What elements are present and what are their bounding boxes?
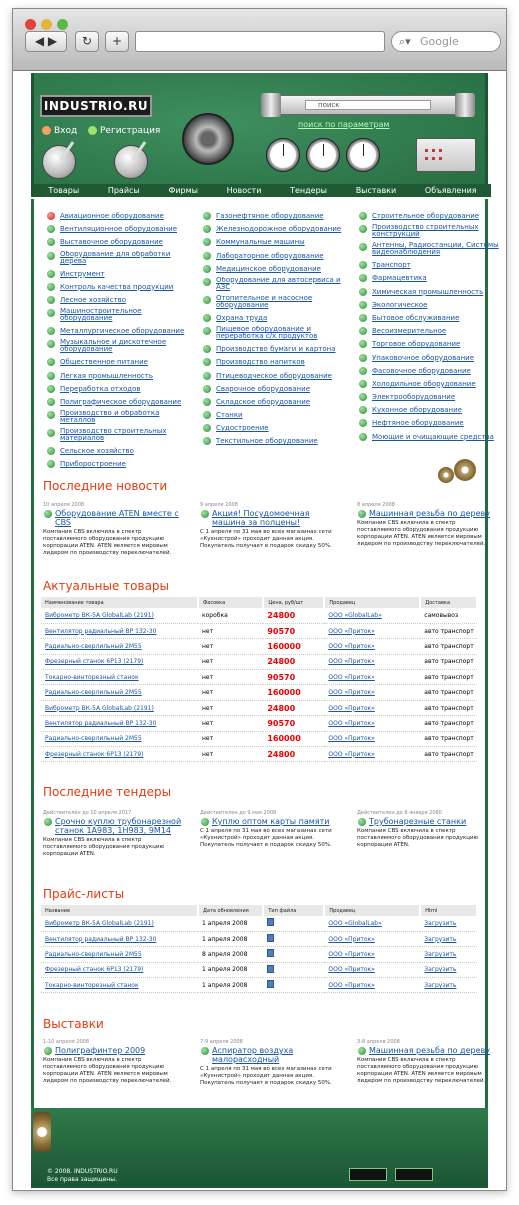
exhibitions-title-link[interactable]: Машинная резьба по дереву: [357, 1046, 497, 1055]
table-row: [41, 716, 477, 731]
delivery-cell: авто транспорт: [420, 670, 477, 685]
seller-link[interactable]: ООО «Приток»: [324, 947, 420, 962]
category-link[interactable]: Вентиляционное оборудование: [46, 224, 191, 237]
news-item: [43, 502, 183, 557]
exhibitions-title-link[interactable]: Полиграфинтер 2009: [43, 1046, 183, 1055]
exhibitions-date: 1-10 апреля 2008: [43, 1039, 90, 1045]
goods-name-link[interactable]: Токарно-винторезный станок: [41, 670, 198, 685]
exhibitions-text: С 1 апреля по 31 мая во всех магазинах сети «Кухнистрой» проходит данная акция. Покупатель получает в подарок скидку 50%.: [200, 1066, 332, 1086]
news-heading: Последние новости: [43, 479, 168, 493]
seller-link[interactable]: ООО «GlobalLab»: [324, 608, 420, 623]
delivery-cell: авто транспорт: [420, 700, 477, 715]
seller-link[interactable]: ООО «Приток»: [324, 716, 420, 731]
tenders-text: Компания CBS включила в спектр поставляемого оборудования продукцию корпорации ATEN.: [357, 828, 479, 848]
prices-column-header: Дата обновления: [198, 905, 263, 916]
goods-name-link[interactable]: Фрезерный станок 6Р13 (2179): [41, 747, 198, 762]
price-list-name-link[interactable]: Токарно-винторезный станок: [41, 978, 198, 993]
tenders-title-link[interactable]: Трубонарезные станки: [357, 817, 497, 826]
category-link[interactable]: Производство и обработка металлов: [46, 410, 191, 428]
news-date: 9 апреля 2008: [200, 502, 238, 508]
param-search-link[interactable]: поиск по параметрам: [298, 120, 390, 129]
prices-heading: Прайс-листы: [43, 887, 125, 901]
seller-link[interactable]: ООО «Приток»: [324, 639, 420, 654]
update-date-cell: 1 апреля 2008: [198, 916, 263, 931]
packaging-cell: нет: [198, 747, 263, 762]
table-row: [41, 685, 477, 700]
seller-link[interactable]: ООО «Приток»: [324, 747, 420, 762]
category-link[interactable]: Полиграфическое оборудование: [46, 397, 191, 410]
download-link[interactable]: Загрузить: [420, 947, 477, 962]
download-link[interactable]: Загрузить: [420, 916, 477, 931]
category-link[interactable]: Сварочное оборудование: [202, 384, 347, 397]
table-row: [41, 670, 477, 685]
tenders-title-link[interactable]: Куплю оптом карты памяти: [200, 817, 340, 826]
gauge-icon: [266, 138, 300, 172]
category-link[interactable]: Охрана труда: [202, 313, 347, 326]
goods-name-link[interactable]: Радиально-сверлильный 2М55: [41, 639, 198, 654]
category-link[interactable]: Лабораторное оборудование: [202, 251, 347, 264]
close-window-button[interactable]: [25, 19, 36, 30]
pipe-cap-icon: [261, 93, 281, 117]
tenders-date: Действителен до 9 мая 2008: [200, 810, 277, 816]
main-menu: [34, 184, 491, 197]
category-link[interactable]: Холодильное оборудование: [358, 379, 503, 392]
tenders-title-link[interactable]: Срочно куплю трубонарезной станок 1А983, 1Н983, 9М14: [43, 817, 183, 835]
seller-link[interactable]: ООО «Приток»: [324, 700, 420, 715]
gauge-icon: [346, 138, 380, 172]
site-search-input[interactable]: поиск: [305, 100, 431, 110]
file-icon[interactable]: [267, 949, 274, 957]
goods-column-header: Продавец: [324, 597, 420, 608]
delivery-cell: самовывоз: [420, 608, 477, 623]
goods-table: [41, 597, 478, 762]
goods-name-link[interactable]: Радиально-сверлильный 2М55: [41, 731, 198, 746]
table-row: [41, 700, 477, 715]
category-link[interactable]: Общественное питание: [46, 357, 191, 370]
category-link[interactable]: Моющие и очищающие средства: [358, 432, 503, 445]
menu-item-2[interactable]: Фирмы: [168, 186, 198, 195]
news-item: [357, 502, 497, 548]
category-link[interactable]: Машиностроительное оборудование: [46, 308, 191, 326]
category-link[interactable]: Газонефтяное оборудование: [202, 211, 347, 224]
category-link[interactable]: Антенны, Радиостанции, Системы видеонаблюдения: [358, 242, 503, 260]
table-row: [41, 747, 477, 762]
category-link[interactable]: Фасовочное оборудование: [358, 366, 503, 379]
search-icon: ⌕▾: [399, 35, 411, 48]
news-date: 10 апреля 2008: [43, 502, 85, 508]
category-link[interactable]: Химическая промышленность: [358, 287, 503, 300]
download-link[interactable]: Загрузить: [420, 962, 477, 977]
site-logo[interactable]: INDUSTRIO.RU: [40, 95, 152, 117]
prices-column-header: Продавец: [324, 905, 420, 916]
goods-column-header: Цена, руб/шт: [263, 597, 324, 608]
gear-icon: [438, 467, 454, 483]
category-link[interactable]: Экологическое: [358, 300, 503, 313]
category-link[interactable]: Строительное оборудование: [358, 211, 503, 224]
file-type-cell[interactable]: [263, 962, 324, 977]
category-link[interactable]: Станки: [202, 410, 347, 423]
login-label: Вход: [54, 126, 78, 136]
seller-link[interactable]: ООО «Приток»: [324, 978, 420, 993]
counter-badge[interactable]: [349, 1168, 387, 1181]
seller-link[interactable]: ООО «Приток»: [324, 931, 420, 946]
goods-column-header: Наименование товара: [41, 597, 198, 608]
goods-heading: Актуальные товары: [43, 579, 170, 593]
file-type-cell[interactable]: [263, 916, 324, 931]
news-text: Компания CBS включила в спектр поставляемого оборудования продукцию корпорации ATEN. ATEN является мировым лидером по производству переключателей.: [357, 520, 486, 547]
site-search: [268, 95, 468, 115]
goods-name-link[interactable]: Радиально-сверлильный 2М55: [41, 685, 198, 700]
category-link[interactable]: Производство напитков: [202, 357, 347, 370]
category-link[interactable]: Пищевое оборудование и переработка с/х продуктов: [202, 326, 347, 344]
prices-column-header: Название: [41, 905, 198, 916]
category-link[interactable]: Лесное хозяйство: [46, 295, 191, 308]
category-link[interactable]: Судостроение: [202, 423, 347, 436]
category-link[interactable]: Музыкальное и дискотечное оборудование: [46, 339, 191, 357]
file-type-cell[interactable]: [263, 931, 324, 946]
reload-button[interactable]: ↻: [75, 31, 99, 52]
news-title-link[interactable]: Машинная резьба по дереву: [357, 509, 497, 518]
packaging-cell: нет: [198, 654, 263, 669]
exhibitions-item: [200, 1039, 340, 1087]
file-icon[interactable]: [267, 965, 274, 973]
category-link[interactable]: Нефтяное оборудование: [358, 418, 503, 431]
price-cell: 160000: [263, 639, 324, 654]
gear-icon: [454, 459, 476, 481]
partner-badge[interactable]: [395, 1168, 433, 1181]
menu-item-4[interactable]: Тендеры: [290, 186, 327, 195]
prices-column-header: Html: [420, 905, 477, 916]
category-link[interactable]: Производство бумаги и картона: [202, 344, 347, 357]
category-link[interactable]: Оборудование для автосервиса и АЗС: [202, 277, 347, 295]
price-list-name-link[interactable]: Виброметр ВК-5А GlobalLab (2191): [41, 916, 198, 931]
file-icon[interactable]: [267, 934, 274, 942]
price-cell: 24800: [263, 654, 324, 669]
news-text: С 1 апреля по 31 мая во всех магазинах сети «Кухнистрой» проходит данная акция. Покупатель получает в подарок скидку 50%.: [200, 529, 332, 549]
news-title-link[interactable]: Оборудование ATEN вместе с CBS: [43, 509, 183, 527]
delivery-cell: авто транспорт: [420, 731, 477, 746]
prices-header-row: [41, 905, 477, 916]
menu-item-3[interactable]: Новости: [226, 186, 262, 195]
packaging-cell: нет: [198, 700, 263, 715]
exhibitions-text: Компания CBS включила в спектр поставляемого оборудования продукцию корпорации ATEN. ATEN является мировым лидером по производству переключателей.: [357, 1057, 486, 1084]
category-link[interactable]: Инструмент: [46, 269, 191, 282]
menu-item-5[interactable]: Выставки: [355, 186, 397, 195]
table-row: [41, 731, 477, 746]
packaging-cell: нет: [198, 716, 263, 731]
register-link[interactable]: [88, 126, 160, 136]
update-date-cell: 1 апреля 2008: [198, 978, 263, 993]
category-link[interactable]: Металлургическое оборудование: [46, 326, 191, 339]
price-cell: 24800: [263, 700, 324, 715]
category-link[interactable]: Коммунальные машины: [202, 237, 347, 250]
table-row: [41, 962, 477, 977]
category-link[interactable]: Оборудование для обработки дерева: [46, 251, 191, 269]
packaging-cell: коробка: [198, 608, 263, 623]
category-link[interactable]: Птицеводческое оборудование: [202, 371, 347, 384]
table-row: [41, 916, 477, 931]
news-item: [200, 502, 340, 550]
delivery-cell: авто транспорт: [420, 639, 477, 654]
seller-link[interactable]: ООО «Приток»: [324, 962, 420, 977]
toggle-switch-icon: [114, 145, 148, 179]
tenders-date: Действителен до 10 апреля 2017: [43, 810, 132, 816]
category-link[interactable]: Электрооборудование: [358, 392, 503, 405]
packaging-cell: нет: [198, 639, 263, 654]
register-led-icon: [88, 126, 97, 135]
maximize-window-button[interactable]: [57, 19, 68, 30]
register-label: Регистрация: [100, 126, 161, 136]
address-bar[interactable]: [135, 31, 385, 52]
update-date-cell: 1 апреля 2008: [198, 931, 263, 946]
category-link[interactable]: Упаковочное оборудование: [358, 353, 503, 366]
price-list-name-link[interactable]: Фрезерный станок 6Р13 (2179): [41, 962, 198, 977]
exhibitions-date: 3-8 апреля 2008: [357, 1039, 400, 1045]
site-header: [31, 73, 488, 197]
site: [31, 73, 499, 1188]
left-border: [31, 463, 34, 1113]
category-list: [31, 199, 499, 474]
file-icon[interactable]: [267, 918, 274, 926]
exhibitions-item: [43, 1039, 183, 1085]
prices-column-header: Тип файла: [263, 905, 324, 916]
footer-copyright: [47, 1168, 118, 1184]
menu-item-1[interactable]: Прайсы: [107, 186, 140, 195]
price-cell: 24800: [263, 608, 324, 623]
category-link[interactable]: Легкая промышленность: [46, 371, 191, 384]
category-link[interactable]: Сельское хозяйство: [46, 446, 191, 459]
packaging-cell: нет: [198, 731, 263, 746]
prices-table: [41, 905, 478, 993]
pipe-cap-icon: [455, 93, 475, 117]
category-link[interactable]: Складское оборудование: [202, 397, 347, 410]
tenders-item: [200, 810, 340, 849]
goods-column-header: Фасовка: [198, 597, 263, 608]
delivery-cell: авто транспорт: [420, 654, 477, 669]
news-title-link[interactable]: Акция! Посудомоечная машина за полцены!: [200, 509, 340, 527]
goods-header-row: [41, 597, 477, 608]
category-link[interactable]: Производство строительных материалов: [46, 428, 191, 446]
delivery-cell: авто транспорт: [420, 716, 477, 731]
table-row: [41, 608, 477, 623]
update-date-cell: 8 апреля 2008: [198, 947, 263, 962]
seller-link[interactable]: ООО «Приток»: [324, 623, 420, 638]
table-row: [41, 947, 477, 962]
menu-item-0[interactable]: Товары: [48, 186, 80, 195]
goods-name-link[interactable]: Фрезерный станок 6Р13 (2179): [41, 654, 198, 669]
category-link[interactable]: Выставочное оборудование: [46, 237, 191, 250]
price-cell: 90570: [263, 716, 324, 731]
table-row: [41, 639, 477, 654]
price-cell: 160000: [263, 731, 324, 746]
drill-bit-icon: [33, 1112, 51, 1152]
seller-link[interactable]: ООО «Приток»: [324, 685, 420, 700]
control-panel-icon: [416, 138, 476, 172]
valve-wheel-icon: [182, 113, 234, 165]
gauge-icon: [306, 138, 340, 172]
file-type-cell[interactable]: [263, 978, 324, 993]
delivery-cell: авто транспорт: [420, 623, 477, 638]
table-row: [41, 978, 477, 993]
tenders-heading: Последние тендеры: [43, 785, 172, 799]
category-link[interactable]: Авиационное оборудование: [46, 211, 191, 224]
minimize-window-button[interactable]: [41, 19, 52, 30]
packaging-cell: нет: [198, 670, 263, 685]
price-cell: 24800: [263, 747, 324, 762]
category-link[interactable]: Железнодорожное оборудование: [202, 224, 347, 237]
tenders-item: [357, 810, 497, 849]
seller-link[interactable]: ООО «Приток»: [324, 670, 420, 685]
exhibitions-text: Компания CBS включила в спектр поставляемого оборудования продукцию корпорации ATEN. ATEN является мировым лидером по производству переключателей.: [43, 1057, 172, 1084]
site-footer: [31, 1108, 488, 1188]
news-date: 8 апреля 2008: [357, 502, 395, 508]
tenders-text: Компания CBS включила в спектр поставляемого оборудования продукцию корпорации ATEN.: [43, 837, 165, 857]
goods-name-link[interactable]: Виброметр ВК-5А GlobalLab (2191): [41, 608, 198, 623]
category-link[interactable]: Переработка отходов: [46, 384, 191, 397]
price-cell: 90570: [263, 670, 324, 685]
menu-item-6[interactable]: Объявления: [424, 186, 477, 195]
seller-link[interactable]: ООО «Приток»: [324, 654, 420, 669]
google-search-placeholder: Google: [420, 35, 459, 48]
toggle-switch-icon: [42, 145, 76, 179]
goods-name-link[interactable]: Вентилятор радиальный ВР 132-30: [41, 716, 198, 731]
category-link[interactable]: Кухонное оборудование: [358, 405, 503, 418]
download-link[interactable]: Загрузить: [420, 978, 477, 993]
table-row: [41, 623, 477, 638]
price-list-name-link[interactable]: Радиально-сверлильный 2М55: [41, 947, 198, 962]
category-link[interactable]: Медицинское оборудование: [202, 264, 347, 277]
category-column-2: [202, 211, 347, 450]
seller-link[interactable]: ООО «GlobalLab»: [324, 916, 420, 931]
exhibitions-date: 7-9 апреля 2008: [200, 1039, 243, 1045]
news-text: Компания CBS включила в спектр поставляемого оборудования продукцию корпорации ATEN. ATEN является мировым лидером по производству переключателей.: [43, 529, 172, 556]
price-list-name-link[interactable]: Вентилятор радиальный ВР 132-30: [41, 931, 198, 946]
seller-link[interactable]: ООО «Приток»: [324, 731, 420, 746]
file-icon[interactable]: [267, 980, 274, 988]
packaging-cell: нет: [198, 685, 263, 700]
tenders-text: С 1 апреля по 31 мая во всех магазинах сети «Кухнистрой» проходит данная акция. Покупатель получает в подарок скидку 50%.: [200, 828, 332, 848]
packaging-cell: нет: [198, 623, 263, 638]
category-link[interactable]: Бытовое обслуживание: [358, 313, 503, 326]
category-link[interactable]: Приборостроение: [46, 459, 191, 472]
exhibitions-title-link[interactable]: Аспиратор воздуха малорасходный: [200, 1046, 340, 1064]
delivery-cell: авто транспорт: [420, 747, 477, 762]
tenders-date: Действителен до 8 января 2080: [357, 810, 442, 816]
login-link[interactable]: [42, 126, 77, 136]
goods-column-header: Доставка: [420, 597, 477, 608]
category-column-1: [46, 211, 191, 472]
exhibitions-item: [357, 1039, 497, 1085]
browser-toolbar: [13, 9, 506, 71]
right-border: [485, 463, 488, 1113]
category-link[interactable]: Отопительное и насосное оборудование: [202, 295, 347, 313]
category-link[interactable]: Контроль качества продукции: [46, 282, 191, 295]
goods-name-link[interactable]: Вентилятор радиальный ВР 132-30: [41, 623, 198, 638]
price-cell: 90570: [263, 623, 324, 638]
update-date-cell: 1 апреля 2008: [198, 962, 263, 977]
file-type-cell[interactable]: [263, 947, 324, 962]
category-link[interactable]: Транспорт: [358, 260, 503, 273]
goods-name-link[interactable]: Виброметр ВК-5А GlobalLab (2191): [41, 700, 198, 715]
category-column-3: [358, 211, 503, 445]
table-row: [41, 654, 477, 669]
exhibitions-heading: Выставки: [43, 1017, 104, 1031]
google-search-input[interactable]: [391, 31, 501, 52]
category-link[interactable]: Весоизмерительное: [358, 326, 503, 339]
price-cell: 160000: [263, 685, 324, 700]
table-row: [41, 931, 477, 946]
category-link[interactable]: Фармацевтика: [358, 273, 503, 286]
new-tab-button[interactable]: +: [105, 31, 129, 52]
category-link[interactable]: Текстильное оборудование: [202, 436, 347, 449]
copyright-text: © 2008. INDUSTRIO.RU: [47, 1168, 118, 1175]
back-forward-button[interactable]: ◀ ▶: [25, 31, 67, 52]
download-link[interactable]: Загрузить: [420, 931, 477, 946]
category-link[interactable]: Торговое оборудование: [358, 339, 503, 352]
tenders-item: [43, 810, 183, 858]
browser-window: [12, 8, 507, 1191]
delivery-cell: авто транспорт: [420, 685, 477, 700]
category-link[interactable]: Производство строительных конструкций: [358, 224, 503, 242]
login-led-icon: [42, 126, 51, 135]
rights-text: Все права защищены.: [47, 1176, 117, 1183]
